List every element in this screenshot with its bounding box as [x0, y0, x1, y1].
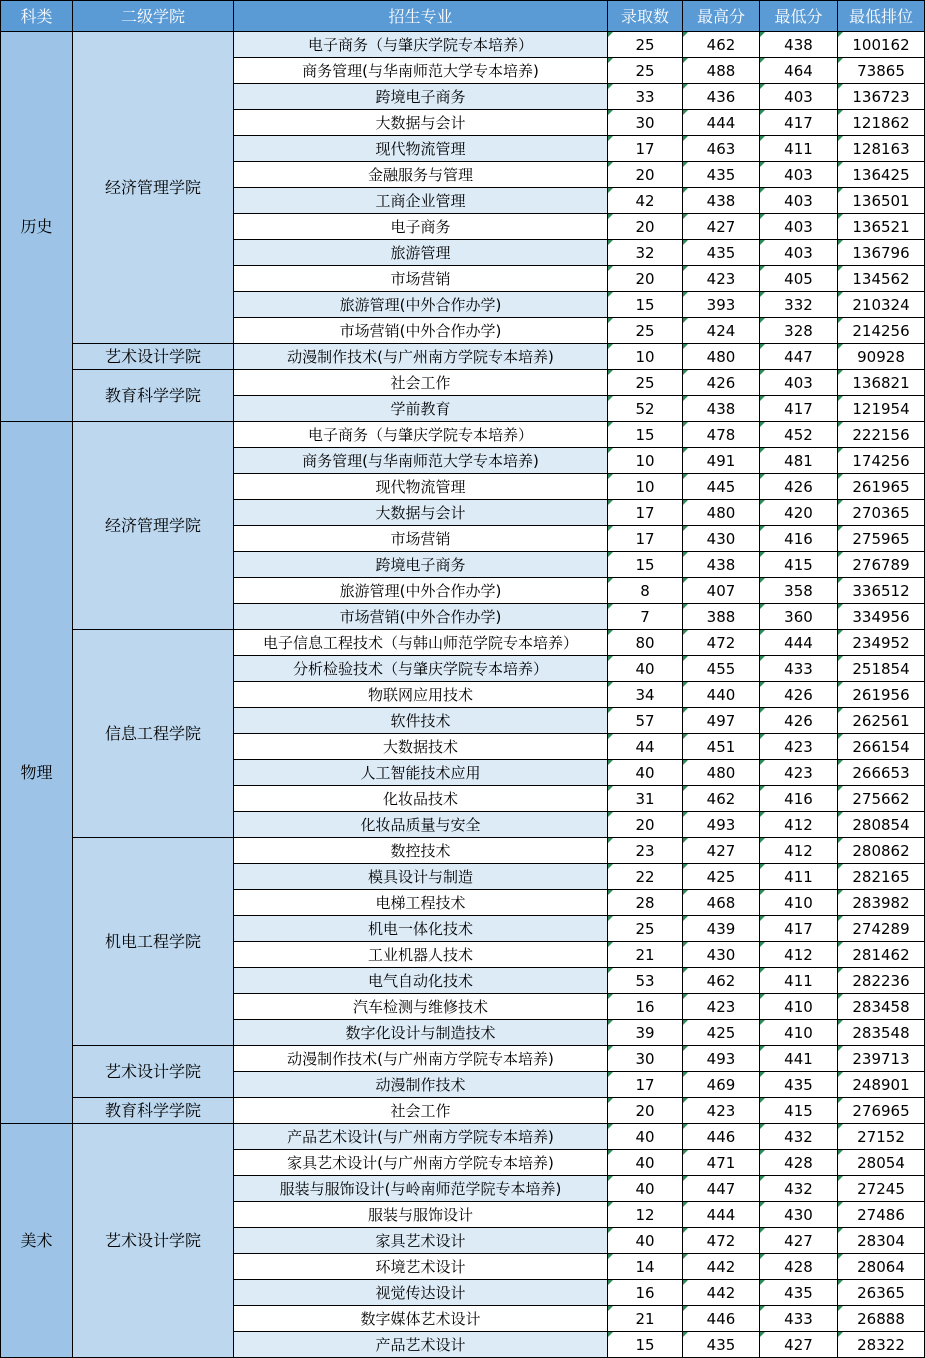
college-cell: 信息工程学院 — [73, 630, 234, 838]
min-rank-cell: 90928 — [838, 344, 925, 370]
min-score-cell: 415 — [760, 552, 838, 578]
major-cell: 产品艺术设计 — [234, 1332, 608, 1358]
admitted-count-cell: 12 — [608, 1202, 683, 1228]
admitted-count-cell: 16 — [608, 994, 683, 1020]
min-rank-cell: 222156 — [838, 422, 925, 448]
min-score-cell: 417 — [760, 396, 838, 422]
admitted-count-cell: 20 — [608, 1098, 683, 1124]
min-rank-cell: 276789 — [838, 552, 925, 578]
min-score-cell: 417 — [760, 110, 838, 136]
min-rank-cell: 136723 — [838, 84, 925, 110]
major-cell: 人工智能技术应用 — [234, 760, 608, 786]
min-rank-cell: 210324 — [838, 292, 925, 318]
college-cell: 艺术设计学院 — [73, 1124, 234, 1358]
min-score-cell: 415 — [760, 1098, 838, 1124]
major-cell: 动漫制作技术(与广州南方学院专本培养) — [234, 1046, 608, 1072]
major-cell: 跨境电子商务 — [234, 84, 608, 110]
min-rank-cell: 26888 — [838, 1306, 925, 1332]
header-row — [1, 1, 925, 32]
max-score-cell: 480 — [683, 344, 760, 370]
max-score-cell: 472 — [683, 1228, 760, 1254]
min-score-cell: 417 — [760, 916, 838, 942]
max-score-cell: 438 — [683, 552, 760, 578]
major-cell: 动漫制作技术(与广州南方学院专本培养) — [234, 344, 608, 370]
major-cell: 电子商务（与肇庆学院专本培养） — [234, 422, 608, 448]
min-rank-cell: 136501 — [838, 188, 925, 214]
max-score-cell: 425 — [683, 1020, 760, 1046]
table-row — [1, 1098, 925, 1124]
header-min-rank: 最低排位 — [838, 1, 925, 32]
major-cell: 电梯工程技术 — [234, 890, 608, 916]
admitted-count-cell: 25 — [608, 318, 683, 344]
subject-cell: 物理 — [1, 422, 73, 1124]
major-cell: 社会工作 — [234, 1098, 608, 1124]
header-max-score: 最高分 — [683, 1, 760, 32]
min-score-cell: 411 — [760, 968, 838, 994]
major-cell: 数字化设计与制造技术 — [234, 1020, 608, 1046]
major-cell: 社会工作 — [234, 370, 608, 396]
min-rank-cell: 283458 — [838, 994, 925, 1020]
max-score-cell: 446 — [683, 1306, 760, 1332]
major-cell: 服装与服饰设计 — [234, 1202, 608, 1228]
min-score-cell: 405 — [760, 266, 838, 292]
header-college: 二级学院 — [73, 1, 234, 32]
max-score-cell: 469 — [683, 1072, 760, 1098]
min-rank-cell: 239713 — [838, 1046, 925, 1072]
admitted-count-cell: 40 — [608, 1228, 683, 1254]
max-score-cell: 423 — [683, 1098, 760, 1124]
min-rank-cell: 136821 — [838, 370, 925, 396]
min-rank-cell: 27245 — [838, 1176, 925, 1202]
min-rank-cell: 274289 — [838, 916, 925, 942]
min-score-cell: 328 — [760, 318, 838, 344]
admitted-count-cell: 42 — [608, 188, 683, 214]
min-rank-cell: 248901 — [838, 1072, 925, 1098]
max-score-cell: 427 — [683, 214, 760, 240]
min-score-cell: 464 — [760, 58, 838, 84]
min-rank-cell: 28322 — [838, 1332, 925, 1358]
admitted-count-cell: 40 — [608, 656, 683, 682]
major-cell: 电子信息工程技术（与韩山师范学院专本培养） — [234, 630, 608, 656]
min-rank-cell: 26365 — [838, 1280, 925, 1306]
major-cell: 学前教育 — [234, 396, 608, 422]
max-score-cell: 444 — [683, 110, 760, 136]
admitted-count-cell: 39 — [608, 1020, 683, 1046]
admitted-count-cell: 10 — [608, 474, 683, 500]
admitted-count-cell: 53 — [608, 968, 683, 994]
admitted-count-cell: 20 — [608, 812, 683, 838]
min-rank-cell: 334956 — [838, 604, 925, 630]
admitted-count-cell: 17 — [608, 1072, 683, 1098]
admitted-count-cell: 30 — [608, 1046, 683, 1072]
major-cell: 家具艺术设计(与广州南方学院专本培养) — [234, 1150, 608, 1176]
min-rank-cell: 121862 — [838, 110, 925, 136]
min-score-cell: 423 — [760, 760, 838, 786]
major-cell: 机电一体化技术 — [234, 916, 608, 942]
major-cell: 化妆品技术 — [234, 786, 608, 812]
admitted-count-cell: 10 — [608, 448, 683, 474]
admitted-count-cell: 21 — [608, 1306, 683, 1332]
min-score-cell: 412 — [760, 838, 838, 864]
header-major: 招生专业 — [234, 1, 608, 32]
college-cell: 教育科学学院 — [73, 370, 234, 422]
major-cell: 服装与服饰设计(与岭南师范学院专本培养) — [234, 1176, 608, 1202]
max-score-cell: 444 — [683, 1202, 760, 1228]
admitted-count-cell: 16 — [608, 1280, 683, 1306]
min-rank-cell: 281462 — [838, 942, 925, 968]
min-score-cell: 423 — [760, 734, 838, 760]
max-score-cell: 462 — [683, 32, 760, 58]
max-score-cell: 445 — [683, 474, 760, 500]
min-rank-cell: 134562 — [838, 266, 925, 292]
min-rank-cell: 214256 — [838, 318, 925, 344]
max-score-cell: 463 — [683, 136, 760, 162]
admitted-count-cell: 25 — [608, 370, 683, 396]
admitted-count-cell: 40 — [608, 1150, 683, 1176]
major-cell: 商务管理(与华南师范大学专本培养) — [234, 58, 608, 84]
min-rank-cell: 336512 — [838, 578, 925, 604]
min-score-cell: 441 — [760, 1046, 838, 1072]
major-cell: 商务管理(与华南师范大学专本培养) — [234, 448, 608, 474]
min-score-cell: 416 — [760, 786, 838, 812]
major-cell: 大数据与会计 — [234, 110, 608, 136]
college-cell: 艺术设计学院 — [73, 1046, 234, 1098]
major-cell: 市场营销(中外合作办学) — [234, 604, 608, 630]
major-cell: 现代物流管理 — [234, 474, 608, 500]
max-score-cell: 430 — [683, 942, 760, 968]
header-admitted: 录取数 — [608, 1, 683, 32]
min-rank-cell: 283982 — [838, 890, 925, 916]
min-score-cell: 481 — [760, 448, 838, 474]
min-score-cell: 447 — [760, 344, 838, 370]
admitted-count-cell: 15 — [608, 552, 683, 578]
admitted-count-cell: 40 — [608, 760, 683, 786]
college-cell: 经济管理学院 — [73, 422, 234, 630]
subject-cell: 美术 — [1, 1124, 73, 1358]
admitted-count-cell: 15 — [608, 422, 683, 448]
max-score-cell: 442 — [683, 1254, 760, 1280]
min-score-cell: 433 — [760, 656, 838, 682]
admitted-count-cell: 14 — [608, 1254, 683, 1280]
admitted-count-cell: 57 — [608, 708, 683, 734]
max-score-cell: 472 — [683, 630, 760, 656]
min-rank-cell: 174256 — [838, 448, 925, 474]
admitted-count-cell: 17 — [608, 526, 683, 552]
min-rank-cell: 73865 — [838, 58, 925, 84]
header-min-score: 最低分 — [760, 1, 838, 32]
max-score-cell: 425 — [683, 864, 760, 890]
min-rank-cell: 28064 — [838, 1254, 925, 1280]
min-score-cell: 410 — [760, 1020, 838, 1046]
max-score-cell: 442 — [683, 1280, 760, 1306]
subject-cell: 历史 — [1, 32, 73, 422]
min-score-cell: 403 — [760, 84, 838, 110]
admitted-count-cell: 21 — [608, 942, 683, 968]
major-cell: 数控技术 — [234, 838, 608, 864]
header-subject: 科类 — [1, 1, 73, 32]
max-score-cell: 491 — [683, 448, 760, 474]
max-score-cell: 493 — [683, 812, 760, 838]
college-cell: 经济管理学院 — [73, 32, 234, 344]
major-cell: 产品艺术设计(与广州南方学院专本培养) — [234, 1124, 608, 1150]
admitted-count-cell: 8 — [608, 578, 683, 604]
table-row — [1, 1124, 925, 1150]
min-score-cell: 403 — [760, 188, 838, 214]
max-score-cell: 423 — [683, 994, 760, 1020]
min-score-cell: 403 — [760, 162, 838, 188]
admitted-count-cell: 52 — [608, 396, 683, 422]
major-cell: 市场营销 — [234, 526, 608, 552]
min-rank-cell: 136425 — [838, 162, 925, 188]
admitted-count-cell: 34 — [608, 682, 683, 708]
min-rank-cell: 266154 — [838, 734, 925, 760]
min-score-cell: 426 — [760, 682, 838, 708]
max-score-cell: 388 — [683, 604, 760, 630]
max-score-cell: 439 — [683, 916, 760, 942]
min-score-cell: 428 — [760, 1254, 838, 1280]
max-score-cell: 438 — [683, 396, 760, 422]
major-cell: 旅游管理 — [234, 240, 608, 266]
major-cell: 大数据技术 — [234, 734, 608, 760]
admitted-count-cell: 25 — [608, 32, 683, 58]
admitted-count-cell: 22 — [608, 864, 683, 890]
table-row — [1, 422, 925, 448]
major-cell: 旅游管理(中外合作办学) — [234, 292, 608, 318]
major-cell: 软件技术 — [234, 708, 608, 734]
max-score-cell: 407 — [683, 578, 760, 604]
admitted-count-cell: 44 — [608, 734, 683, 760]
major-cell: 电子商务 — [234, 214, 608, 240]
admitted-count-cell: 25 — [608, 58, 683, 84]
table-body — [1, 32, 925, 1358]
min-rank-cell: 136521 — [838, 214, 925, 240]
admitted-count-cell: 30 — [608, 110, 683, 136]
max-score-cell: 451 — [683, 734, 760, 760]
major-cell: 跨境电子商务 — [234, 552, 608, 578]
max-score-cell: 478 — [683, 422, 760, 448]
major-cell: 分析检验技术（与肇庆学院专本培养） — [234, 656, 608, 682]
min-score-cell: 410 — [760, 994, 838, 1020]
max-score-cell: 435 — [683, 240, 760, 266]
min-rank-cell: 282165 — [838, 864, 925, 890]
max-score-cell: 480 — [683, 760, 760, 786]
max-score-cell: 446 — [683, 1124, 760, 1150]
max-score-cell: 426 — [683, 370, 760, 396]
admitted-count-cell: 40 — [608, 1176, 683, 1202]
admitted-count-cell: 17 — [608, 136, 683, 162]
admitted-count-cell: 28 — [608, 890, 683, 916]
major-cell: 市场营销(中外合作办学) — [234, 318, 608, 344]
min-rank-cell: 234952 — [838, 630, 925, 656]
max-score-cell: 480 — [683, 500, 760, 526]
major-cell: 化妆品质量与安全 — [234, 812, 608, 838]
max-score-cell: 435 — [683, 162, 760, 188]
min-score-cell: 403 — [760, 240, 838, 266]
min-rank-cell: 280854 — [838, 812, 925, 838]
min-rank-cell: 28304 — [838, 1228, 925, 1254]
min-rank-cell: 27486 — [838, 1202, 925, 1228]
min-score-cell: 444 — [760, 630, 838, 656]
major-cell: 电子商务（与肇庆学院专本培养） — [234, 32, 608, 58]
major-cell: 家具艺术设计 — [234, 1228, 608, 1254]
min-score-cell: 416 — [760, 526, 838, 552]
table-row — [1, 630, 925, 656]
max-score-cell: 468 — [683, 890, 760, 916]
min-rank-cell: 261956 — [838, 682, 925, 708]
admitted-count-cell: 7 — [608, 604, 683, 630]
min-score-cell: 411 — [760, 864, 838, 890]
max-score-cell: 435 — [683, 1332, 760, 1358]
max-score-cell: 497 — [683, 708, 760, 734]
min-rank-cell: 262561 — [838, 708, 925, 734]
min-score-cell: 412 — [760, 812, 838, 838]
admitted-count-cell: 10 — [608, 344, 683, 370]
admitted-count-cell: 32 — [608, 240, 683, 266]
min-rank-cell: 275662 — [838, 786, 925, 812]
min-score-cell: 403 — [760, 214, 838, 240]
min-rank-cell: 266653 — [838, 760, 925, 786]
college-cell: 艺术设计学院 — [73, 344, 234, 370]
min-score-cell: 332 — [760, 292, 838, 318]
major-cell: 工业机器人技术 — [234, 942, 608, 968]
major-cell: 旅游管理(中外合作办学) — [234, 578, 608, 604]
table-row — [1, 32, 925, 58]
max-score-cell: 430 — [683, 526, 760, 552]
min-rank-cell: 270365 — [838, 500, 925, 526]
major-cell: 现代物流管理 — [234, 136, 608, 162]
max-score-cell: 427 — [683, 838, 760, 864]
min-rank-cell: 261965 — [838, 474, 925, 500]
max-score-cell: 440 — [683, 682, 760, 708]
college-cell: 教育科学学院 — [73, 1098, 234, 1124]
table-row — [1, 344, 925, 370]
max-score-cell: 424 — [683, 318, 760, 344]
admitted-count-cell: 33 — [608, 84, 683, 110]
min-score-cell: 452 — [760, 422, 838, 448]
min-rank-cell: 28054 — [838, 1150, 925, 1176]
min-score-cell: 435 — [760, 1072, 838, 1098]
min-score-cell: 412 — [760, 942, 838, 968]
admitted-count-cell: 25 — [608, 916, 683, 942]
admitted-count-cell: 40 — [608, 1124, 683, 1150]
major-cell: 模具设计与制造 — [234, 864, 608, 890]
college-cell: 机电工程学院 — [73, 838, 234, 1046]
table-row — [1, 370, 925, 396]
min-rank-cell: 283548 — [838, 1020, 925, 1046]
min-rank-cell: 282236 — [838, 968, 925, 994]
admitted-count-cell: 17 — [608, 500, 683, 526]
max-score-cell: 455 — [683, 656, 760, 682]
admitted-count-cell: 31 — [608, 786, 683, 812]
admitted-count-cell: 80 — [608, 630, 683, 656]
min-rank-cell: 251854 — [838, 656, 925, 682]
major-cell: 金融服务与管理 — [234, 162, 608, 188]
min-score-cell: 403 — [760, 370, 838, 396]
max-score-cell: 493 — [683, 1046, 760, 1072]
min-score-cell: 360 — [760, 604, 838, 630]
max-score-cell: 488 — [683, 58, 760, 84]
admitted-count-cell: 20 — [608, 214, 683, 240]
major-cell: 数字媒体艺术设计 — [234, 1306, 608, 1332]
min-score-cell: 432 — [760, 1124, 838, 1150]
table-row — [1, 838, 925, 864]
major-cell: 环境艺术设计 — [234, 1254, 608, 1280]
min-score-cell: 433 — [760, 1306, 838, 1332]
min-score-cell: 427 — [760, 1332, 838, 1358]
min-score-cell: 432 — [760, 1176, 838, 1202]
admitted-count-cell: 15 — [608, 1332, 683, 1358]
min-score-cell: 426 — [760, 474, 838, 500]
min-score-cell: 435 — [760, 1280, 838, 1306]
major-cell: 大数据与会计 — [234, 500, 608, 526]
major-cell: 工商企业管理 — [234, 188, 608, 214]
major-cell: 市场营销 — [234, 266, 608, 292]
major-cell: 物联网应用技术 — [234, 682, 608, 708]
min-rank-cell: 121954 — [838, 396, 925, 422]
max-score-cell: 436 — [683, 84, 760, 110]
min-rank-cell: 280862 — [838, 838, 925, 864]
major-cell: 动漫制作技术 — [234, 1072, 608, 1098]
max-score-cell: 438 — [683, 188, 760, 214]
min-rank-cell: 275965 — [838, 526, 925, 552]
min-rank-cell: 100162 — [838, 32, 925, 58]
max-score-cell: 462 — [683, 786, 760, 812]
min-score-cell: 358 — [760, 578, 838, 604]
min-rank-cell: 276965 — [838, 1098, 925, 1124]
min-rank-cell: 136796 — [838, 240, 925, 266]
min-score-cell: 410 — [760, 890, 838, 916]
max-score-cell: 393 — [683, 292, 760, 318]
min-score-cell: 427 — [760, 1228, 838, 1254]
max-score-cell: 471 — [683, 1150, 760, 1176]
max-score-cell: 423 — [683, 266, 760, 292]
min-rank-cell: 128163 — [838, 136, 925, 162]
major-cell: 视觉传达设计 — [234, 1280, 608, 1306]
min-score-cell: 430 — [760, 1202, 838, 1228]
min-rank-cell: 27152 — [838, 1124, 925, 1150]
min-score-cell: 428 — [760, 1150, 838, 1176]
max-score-cell: 447 — [683, 1176, 760, 1202]
min-score-cell: 411 — [760, 136, 838, 162]
major-cell: 汽车检测与维修技术 — [234, 994, 608, 1020]
table-row — [1, 1046, 925, 1072]
major-cell: 电气自动化技术 — [234, 968, 608, 994]
admitted-count-cell: 20 — [608, 266, 683, 292]
min-score-cell: 420 — [760, 500, 838, 526]
admitted-count-cell: 23 — [608, 838, 683, 864]
max-score-cell: 462 — [683, 968, 760, 994]
min-score-cell: 426 — [760, 708, 838, 734]
admitted-count-cell: 20 — [608, 162, 683, 188]
admitted-count-cell: 15 — [608, 292, 683, 318]
min-score-cell: 438 — [760, 32, 838, 58]
